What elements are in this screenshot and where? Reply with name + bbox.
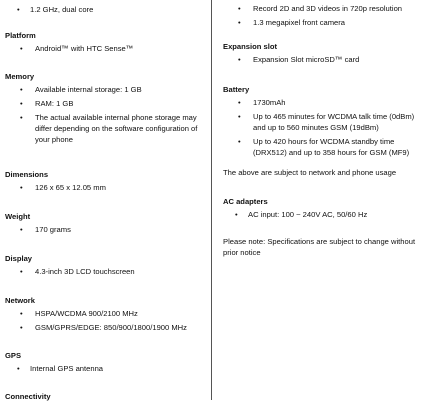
expansion-list: [223, 54, 426, 65]
section-heading: Dimensions: [5, 170, 49, 179]
display-list: [5, 266, 211, 277]
dimensions-list: [5, 182, 211, 193]
disclaimer: Please note: Specifications are subject to change without prior notice: [223, 237, 416, 257]
section-heading: Network: [5, 296, 35, 305]
dimensions-section: [0, 169, 211, 196]
section-heading: Memory: [5, 72, 35, 81]
display-section: [0, 253, 211, 280]
camera-list: [223, 3, 426, 28]
section-heading: Connectivity: [5, 392, 51, 401]
weight-section: [0, 211, 211, 238]
network-section: [0, 295, 211, 336]
list-item: • Expansion Slot microSD™ card: [223, 54, 426, 65]
list-item: • 1730mAh: [223, 97, 426, 108]
section-heading: Platform: [5, 31, 36, 40]
list-item: • Internal GPS antenna: [5, 363, 211, 374]
list-item: • RAM: 1 GB: [5, 98, 211, 109]
list-item: • AC input: 100 ~ 240V AC, 50/60 Hz: [223, 209, 426, 220]
platform-list: [5, 43, 211, 54]
list-item: • GSM/GPRS/EDGE: 850/900/1800/1900 MHz: [5, 322, 211, 333]
ac-adapter-section: [212, 196, 426, 223]
connectivity-section: [0, 391, 211, 402]
list-item: • Record 2D and 3D videos in 720p resolution: [223, 3, 426, 14]
processor-section: [0, 2, 211, 18]
list-item: • 126 x 65 x 12.05 mm: [5, 182, 211, 193]
list-item: • 1.3 megapixel front camera: [223, 17, 426, 28]
section-heading: AC adapters: [223, 197, 268, 206]
section-heading: Expansion slot: [223, 42, 278, 51]
battery-list: [223, 97, 426, 158]
left-column: [0, 0, 212, 400]
list-item: • 170 grams: [5, 224, 211, 235]
list-item: • The actual available internal phone storage may differ depending on the software configuration of your phone: [5, 112, 211, 145]
section-heading: GPS: [5, 351, 22, 360]
weight-list: [5, 224, 211, 235]
camera-section: [212, 1, 426, 31]
list-item: • HSPA/WCDMA 900/2100 MHz: [5, 308, 211, 319]
section-heading: Battery: [223, 85, 250, 94]
gps-list: [5, 363, 211, 374]
battery-section: [212, 84, 426, 161]
gps-section: [0, 350, 211, 377]
list-item: • Android™ with HTC Sense™: [5, 43, 211, 54]
ac-adapter-list: [223, 209, 426, 220]
network-list: [5, 308, 211, 333]
list-item: • Available internal storage: 1 GB: [5, 84, 211, 95]
memory-list: [5, 84, 211, 145]
platform-section: [0, 30, 211, 57]
list-item: • 4.3-inch 3D LCD touchscreen: [5, 266, 211, 277]
list-item: • Up to 465 minutes for WCDMA talk time (0dBm) and up to 560 minutes GSM (19dBm): [223, 111, 426, 133]
section-heading: Display: [5, 254, 33, 263]
battery-note: The above are subject to network and phone usage: [223, 168, 397, 177]
memory-section: [0, 71, 211, 148]
processor-list: [5, 4, 211, 15]
list-item: • 1.2 GHz, dual core: [5, 4, 211, 15]
expansion-section: [212, 41, 426, 68]
list-item: • Up to 420 hours for WCDMA standby time (DRX512) and up to 358 hours for GSM (MF9): [223, 136, 426, 158]
section-heading: Weight: [5, 212, 31, 221]
